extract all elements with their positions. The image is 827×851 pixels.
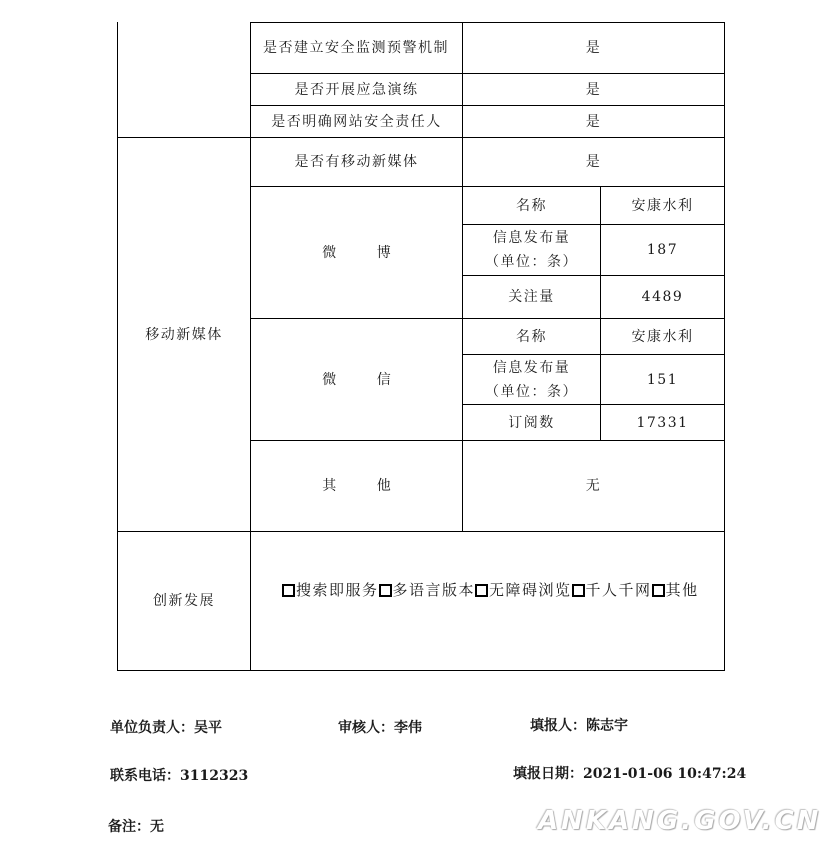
weixin-posts-label: 信息发布量 （单位：条）	[485, 359, 578, 400]
drill-value: 是	[585, 81, 602, 98]
option-personalized[interactable]: 千人千网	[572, 581, 652, 599]
innovation-options	[282, 578, 699, 602]
option-multilingual[interactable]: 多语言版本	[379, 581, 476, 599]
weibo-label: 微 博	[322, 244, 409, 261]
weibo-posts-label: 信息发布量 （单位：条）	[485, 230, 578, 270]
monitoring-label: 是否建立安全监测预警机制	[263, 40, 449, 56]
has-mobile-label: 是否有移动新媒体	[294, 154, 419, 170]
other-label: 其 他	[322, 478, 409, 494]
row-line-bottom	[117, 670, 725, 671]
mobile-section-label: 移动新媒体	[145, 326, 223, 343]
weibo-follow-label: 关注量	[508, 289, 555, 305]
fill-date: 填报日期：2021-01-06 10:47:24	[513, 766, 747, 782]
weibo-name-value: 安康水利	[631, 197, 694, 214]
weibo-follow-value: 4489	[641, 289, 684, 305]
weibo-posts-value: 187	[646, 242, 679, 258]
contact-phone: 联系电话：3112323	[110, 768, 249, 784]
table-border-right	[724, 22, 725, 671]
checkbox-icon[interactable]	[475, 584, 488, 597]
checkbox-icon[interactable]	[572, 584, 585, 597]
responsible-value: 是	[585, 113, 602, 130]
weixin-subs-value: 17331	[636, 414, 689, 431]
reviewer: 审核人：李伟	[338, 720, 422, 736]
weibo-name-label: 名称	[516, 197, 547, 214]
checkbox-icon[interactable]	[652, 584, 665, 597]
weixin-label: 微 信	[322, 371, 409, 388]
filler: 填报人：陈志宇	[530, 718, 628, 734]
checkbox-icon[interactable]	[282, 584, 295, 597]
other-value: 无	[585, 478, 602, 494]
option-accessibility[interactable]: 无障碍浏览	[475, 581, 572, 599]
weixin-posts-value: 151	[646, 371, 679, 388]
option-search-service[interactable]: 搜索即服务	[282, 581, 379, 599]
weixin-subs-label: 订阅数	[508, 414, 555, 431]
watermark-logo: ANKANG.GOV.CN	[538, 806, 822, 836]
weixin-name-value: 安康水利	[631, 328, 694, 345]
option-other[interactable]: 其他	[652, 581, 699, 599]
monitoring-value: 是	[585, 40, 602, 56]
drill-label: 是否开展应急演练	[294, 81, 419, 98]
innovation-label: 创新发展	[153, 593, 215, 609]
unit-head: 单位负责人：吴平	[110, 720, 222, 736]
has-mobile-value: 是	[585, 154, 602, 170]
weixin-name-label: 名称	[516, 328, 547, 345]
checkbox-icon[interactable]	[379, 584, 392, 597]
responsible-label: 是否明确网站安全责任人	[271, 113, 442, 130]
remark: 备注：无	[108, 819, 164, 835]
